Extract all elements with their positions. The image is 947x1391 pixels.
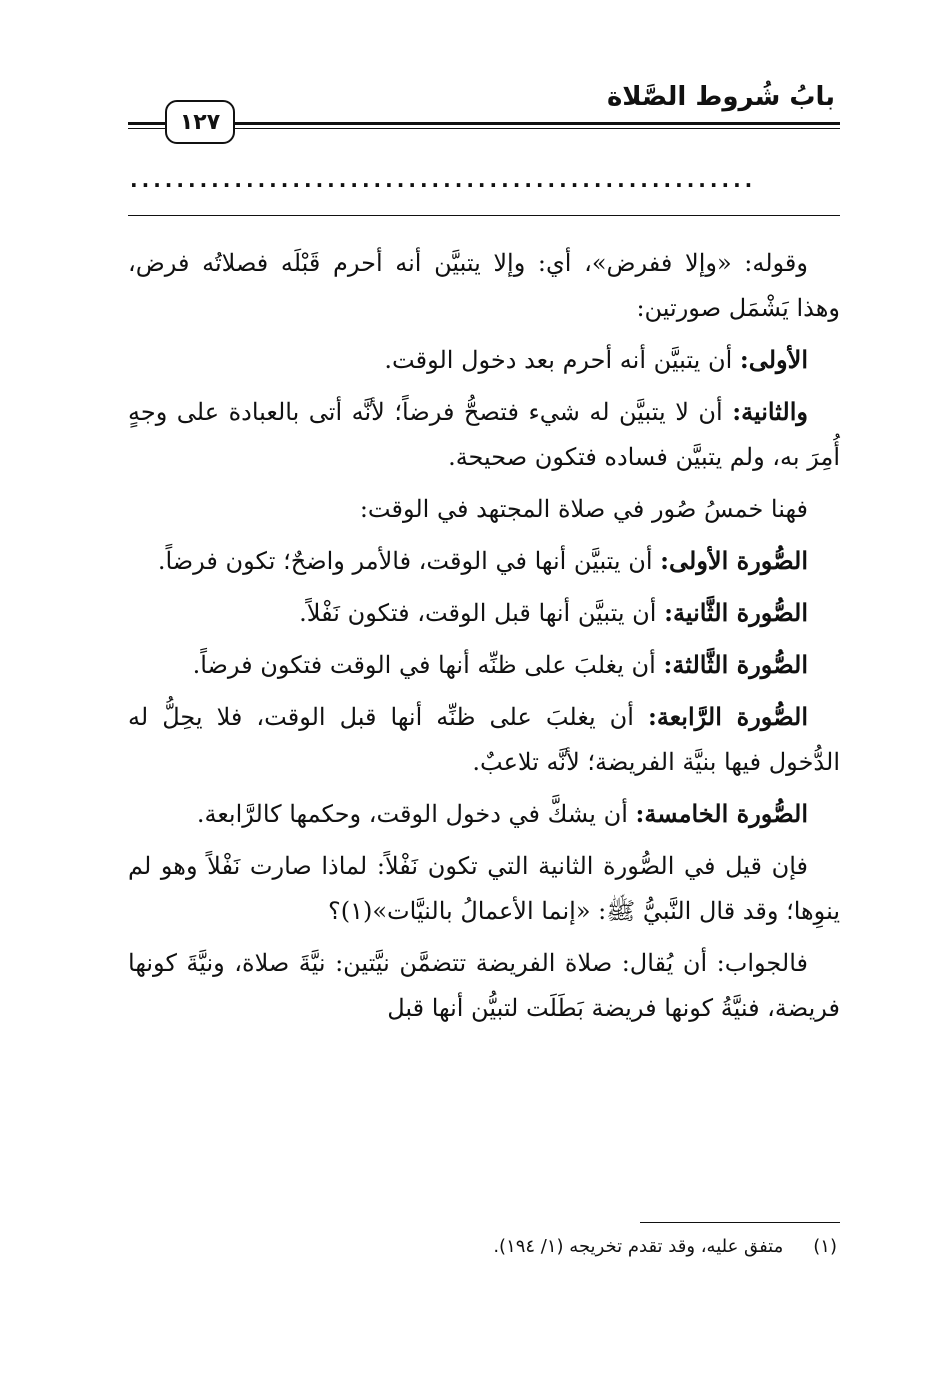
section-rule bbox=[128, 215, 840, 216]
main-text bbox=[128, 240, 840, 1037]
paragraph: الصُّورة الرَّابعة: أن يغلبَ على ظنِّه أنها قبل الوقت، فلا يحِلُّ له الدُّخول فيها بنيَّة الفريضة؛ لأنَّه تلاعبٌ. bbox=[128, 702, 840, 776]
page-number: ١٢٧ bbox=[165, 100, 235, 144]
paragraph: فهنا خمسُ صُور في صلاة المجتهد في الوقت: bbox=[359, 495, 808, 523]
paragraph: الصُّورة الأولى: أن يتبيَّن أنها في الوقت، فالأمر واضحٌ؛ تكون فرضاً. bbox=[157, 546, 808, 575]
footnote bbox=[493, 1236, 837, 1257]
footnote-text: متفق عليه، وقد تقدم تخريجه (١/ ١٩٤). bbox=[493, 1236, 784, 1257]
paragraph: وقوله: «وإلا ففرض»، أي: وإلا يتبيَّن أنه أحرم قَبْلَه فصلاتُه فرض، وهذا يَشْمَل صورتين: bbox=[128, 249, 840, 322]
paragraph: الصُّورة الثَّالثة: أن يغلبَ على ظنِّه أنها في الوقت فتكون فرضاً. bbox=[192, 650, 808, 679]
paragraph: فالجواب: أن يُقال: صلاة الفريضة تتضمَّن نيَّتين: نيَّةَ صلاة، ونيَّةَ كونها فريضة، فنيَّةُ كونها فريضة بَطَلَت لتبيُّن أنها قبل bbox=[128, 949, 840, 1022]
paragraph: فإن قيل في الصُّورة الثانية التي تكون نَفْلاً: لماذا صارت نَفْلاً وهو لم ينوِها؛ وقد قال النَّبيُّ ﷺ: «إنما الأعمالُ بالنيَّات»(١)؟ bbox=[128, 852, 840, 925]
paragraph: الصُّورة الثَّانية: أن يتبيَّن أنها قبل الوقت، فتكون نَفْلاً. bbox=[299, 598, 808, 627]
footnote-number: (١) bbox=[813, 1236, 837, 1257]
footnote-rule bbox=[640, 1222, 840, 1223]
chapter-title: بابُ شُروط الصَّلاة bbox=[606, 82, 835, 112]
paragraph: والثانية: أن لا يتبيَّن له شيء فتصحُّ فرضاً؛ لأنَّه أتى بالعبادة على وجهٍ أُمِرَ به، ولم يتبيَّن فساده فتكون صحيحة. bbox=[128, 397, 840, 471]
dotted-separator: ...................................................... bbox=[130, 168, 757, 192]
paragraph: الأولى: أن يتبيَّن أنه أحرم بعد دخول الوقت. bbox=[384, 345, 808, 374]
paragraph: الصُّورة الخامسة: أن يشكَّ في دخول الوقت، وحكمها كالرَّابعة. bbox=[196, 799, 808, 828]
